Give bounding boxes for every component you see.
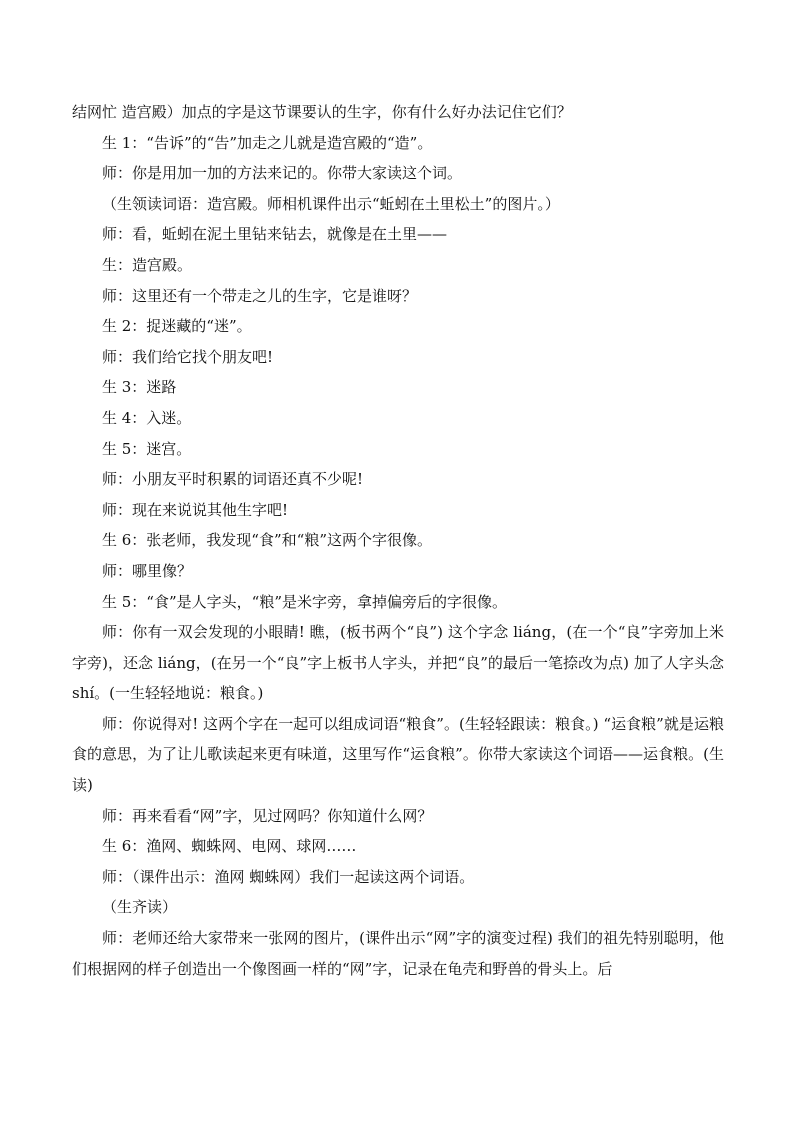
- paragraph-teacher: 师：老师还给大家带来一张网的图片，(课件出示“网”字的演变过程) 我们的祖先特别聪明，他们根据网的样子创造出一个像图画一样的“网”字，记录在龟壳和野兽的骨头上。后: [72, 929, 724, 978]
- paragraph-student-6: 生 6：张老师，我发现“食”和“粮”这两个字很像。: [102, 531, 432, 550]
- paragraph-teacher: 师：我们给它找个朋友吧!: [102, 347, 274, 366]
- paragraph-student-1: 生 1：“告诉”的“告”加走之儿就是造宫殿的“造”。: [102, 133, 433, 152]
- paragraph-teacher: 师：你有一双会发现的小眼睛! 瞧，(板书两个“良”) 这个字念 liáng，(在一个“良”字旁加上米字旁)，还念 liáng，(在另一个“良”字上板书人字头，并把“良”的最后一笔捺改为点) 加了人字头念 shí。(一生轻轻地说：粮食。): [72, 623, 724, 703]
- paragraph-student-3: 生 3：迷路: [102, 378, 177, 397]
- paragraph-student: 生：造宫殿。: [102, 255, 193, 274]
- paragraph-student-4: 生 4：入迷。: [102, 408, 192, 427]
- paragraph-student-5: 生 5：迷宫。: [102, 439, 192, 458]
- document-body: [72, 97, 724, 984]
- paragraph-student-5: 生 5：“食”是人字头，“粮”是米字旁，拿掉偏旁后的字很像。: [102, 592, 507, 611]
- paragraph-note: （生齐读）: [102, 898, 178, 917]
- paragraph-student-2: 生 2：捉迷藏的“迷”。: [102, 317, 252, 336]
- paragraph-teacher: 师：再来看看“网”字，见过网吗？你知道什么网？: [102, 806, 433, 825]
- paragraph-note: （生领读词语：造宫殿。师相机课件出示“蚯蚓在土里松土”的图片。）: [102, 194, 560, 213]
- paragraph-teacher: 师：你是用加一加的方法来记的。你带大家读这个词。: [102, 164, 463, 183]
- paragraph-teacher: 师：你说得对! 这两个字在一起可以组成词语“粮食”。(生轻轻跟读：粮食。) “运食粮”就是运粮食的意思，为了让儿歌读起来更有味道，这里写作“运食粮”。你带大家读这个词语——运食粮。(生读): [72, 714, 724, 795]
- paragraph-teacher: 师：（课件出示：渔网 蜘蛛网）我们一起读这两个词语。: [102, 867, 475, 886]
- paragraph-student-6: 生 6：渔网、蜘蛛网、电网、球网……: [102, 837, 357, 856]
- paragraph-teacher: 师：现在来说说其他生字吧!: [102, 500, 289, 519]
- paragraph-teacher: 师：这里还有一个带走之儿的生字，它是谁呀？: [102, 286, 418, 305]
- paragraph-teacher: 师：小朋友平时积累的词语还真不少呢!: [102, 470, 364, 489]
- paragraph-continuation: 结网忙 造宫殿）加点的字是这节课要认的生字，你有什么好办法记住它们？: [72, 103, 572, 121]
- paragraph-teacher: 师：哪里像？: [102, 561, 193, 580]
- paragraph-teacher: 师：看，蚯蚓在泥土里钻来钻去，就像是在土里——: [102, 225, 448, 244]
